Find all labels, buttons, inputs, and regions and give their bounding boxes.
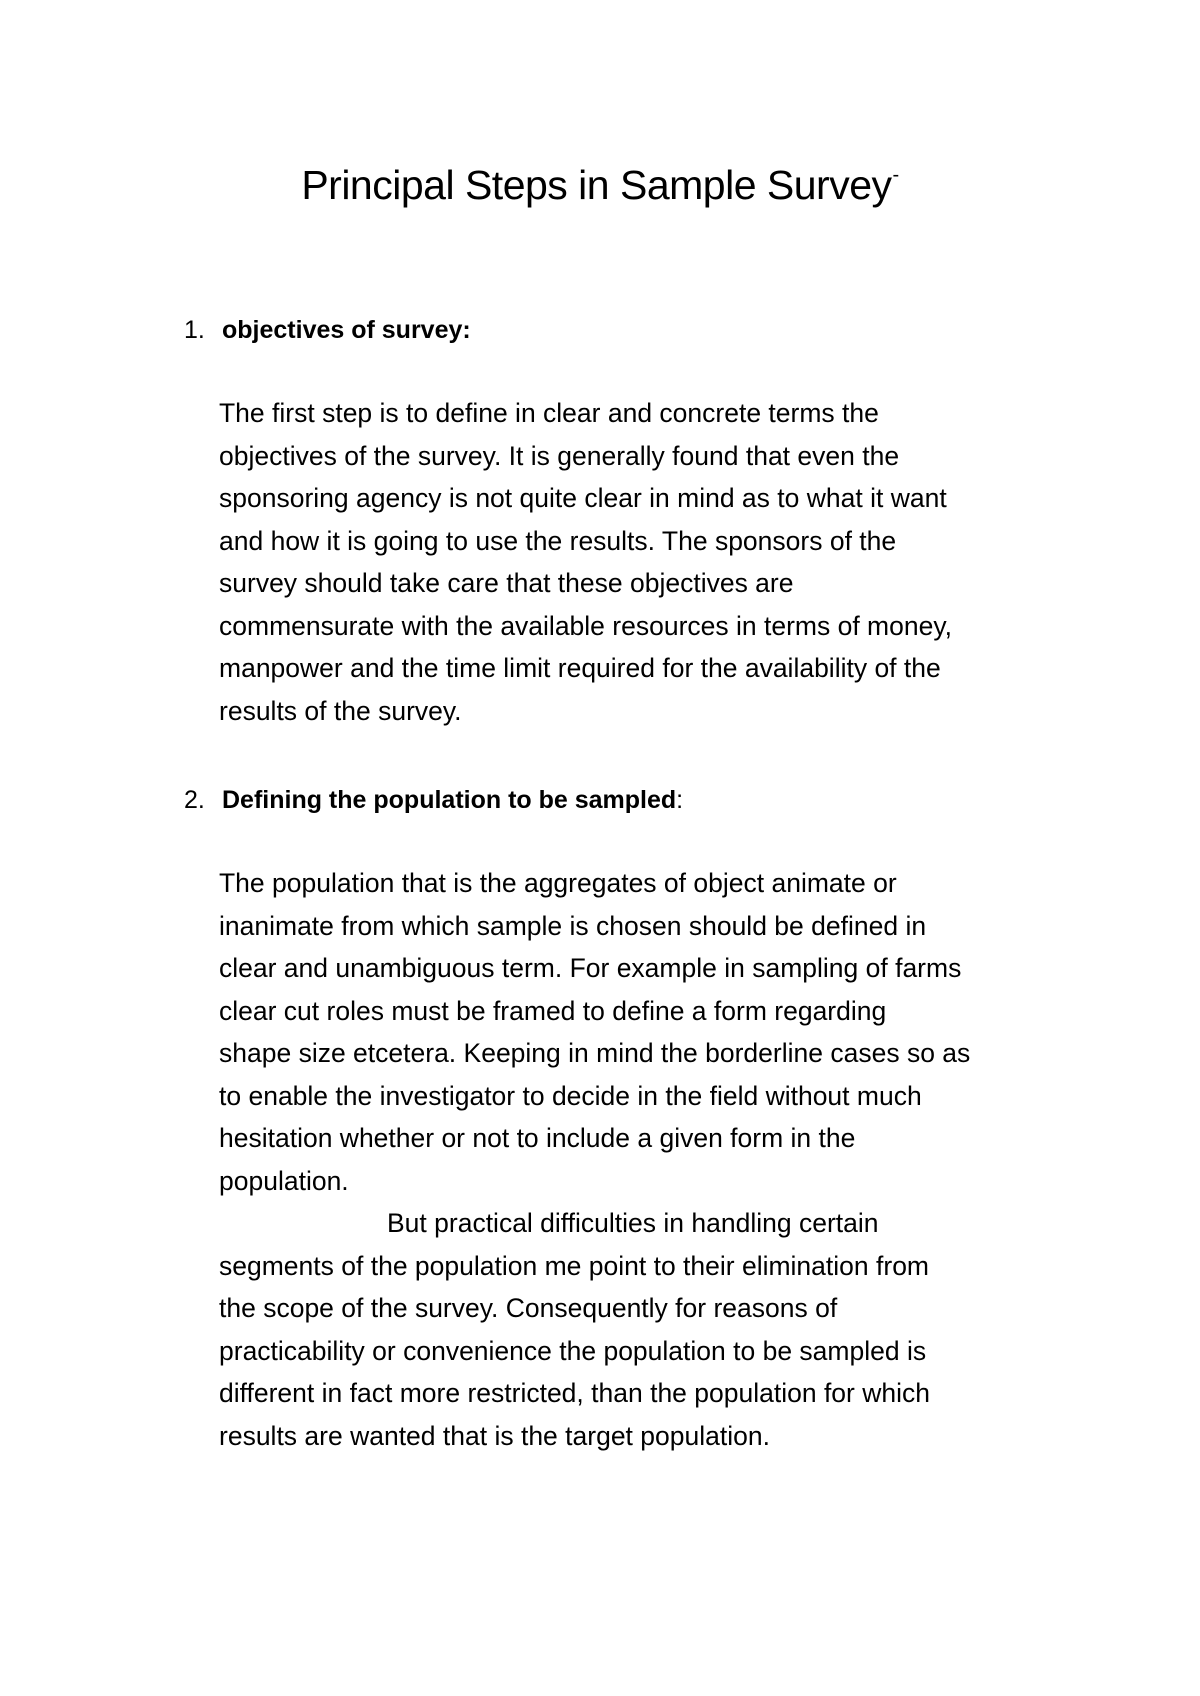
section-2-body <box>219 862 1119 1457</box>
section-1-heading <box>184 314 471 346</box>
section-2-line: But practical difficulties in handling certain <box>387 1208 879 1238</box>
section-1-number: 1. <box>184 316 205 344</box>
section-2-line: clear cut roles must be framed to define a form regarding <box>219 995 887 1026</box>
section-2-line: to enable the investigator to decide in the field without much <box>219 1080 922 1111</box>
section-1-body <box>219 392 1119 732</box>
section-1-line: commensurate with the available resources in terms of money, <box>219 610 952 641</box>
section-1-line: The first step is to define in clear and concrete terms the <box>219 398 879 428</box>
section-2-line: population. <box>219 1165 349 1196</box>
section-2-heading <box>184 784 683 816</box>
section-1-line: sponsoring agency is not quite clear in mind as to what it want <box>219 483 947 513</box>
section-1-line: objectives of the survey. It is generally found that even the <box>219 440 900 471</box>
section-2-line: segments of the population me point to their elimination from <box>219 1250 930 1281</box>
page-title-text: Principal Steps in Sample Survey <box>301 162 892 208</box>
section-2-line: hesitation whether or not to include a given form in the <box>219 1123 856 1153</box>
section-1-line: results of the survey. <box>219 695 462 726</box>
section-2-line: shape size etcetera. Keeping in mind the borderline cases so as <box>219 1038 971 1068</box>
section-1-line: survey should take care that these objectives are <box>219 568 794 598</box>
section-1-line: manpower and the time limit required for the availability of the <box>219 653 941 683</box>
section-1-line: and how it is going to use the results. The sponsors of the <box>219 525 897 556</box>
section-1-heading-text: objectives of survey: <box>222 316 471 344</box>
section-2-heading-suffix: : <box>676 786 684 814</box>
title-mark: - <box>892 164 899 186</box>
section-2-line: The population that is the aggregates of object animate or <box>219 868 897 898</box>
section-2-heading-text: Defining the population to be sampled <box>222 786 677 814</box>
section-2-number: 2. <box>184 786 205 814</box>
section-2-line: results are wanted that is the target population. <box>219 1420 770 1451</box>
section-2-line: inanimate from which sample is chosen should be defined in <box>219 910 927 941</box>
section-2-line: different in fact more restricted, than the population for which <box>219 1378 930 1408</box>
section-2-line: clear and unambiguous term. For example in sampling of farms <box>219 953 962 983</box>
section-2-line: practicability or convenience the population to be sampled is <box>219 1335 927 1366</box>
page-title <box>0 150 1200 210</box>
section-2-line: the scope of the survey. Consequently for reasons of <box>219 1293 838 1323</box>
